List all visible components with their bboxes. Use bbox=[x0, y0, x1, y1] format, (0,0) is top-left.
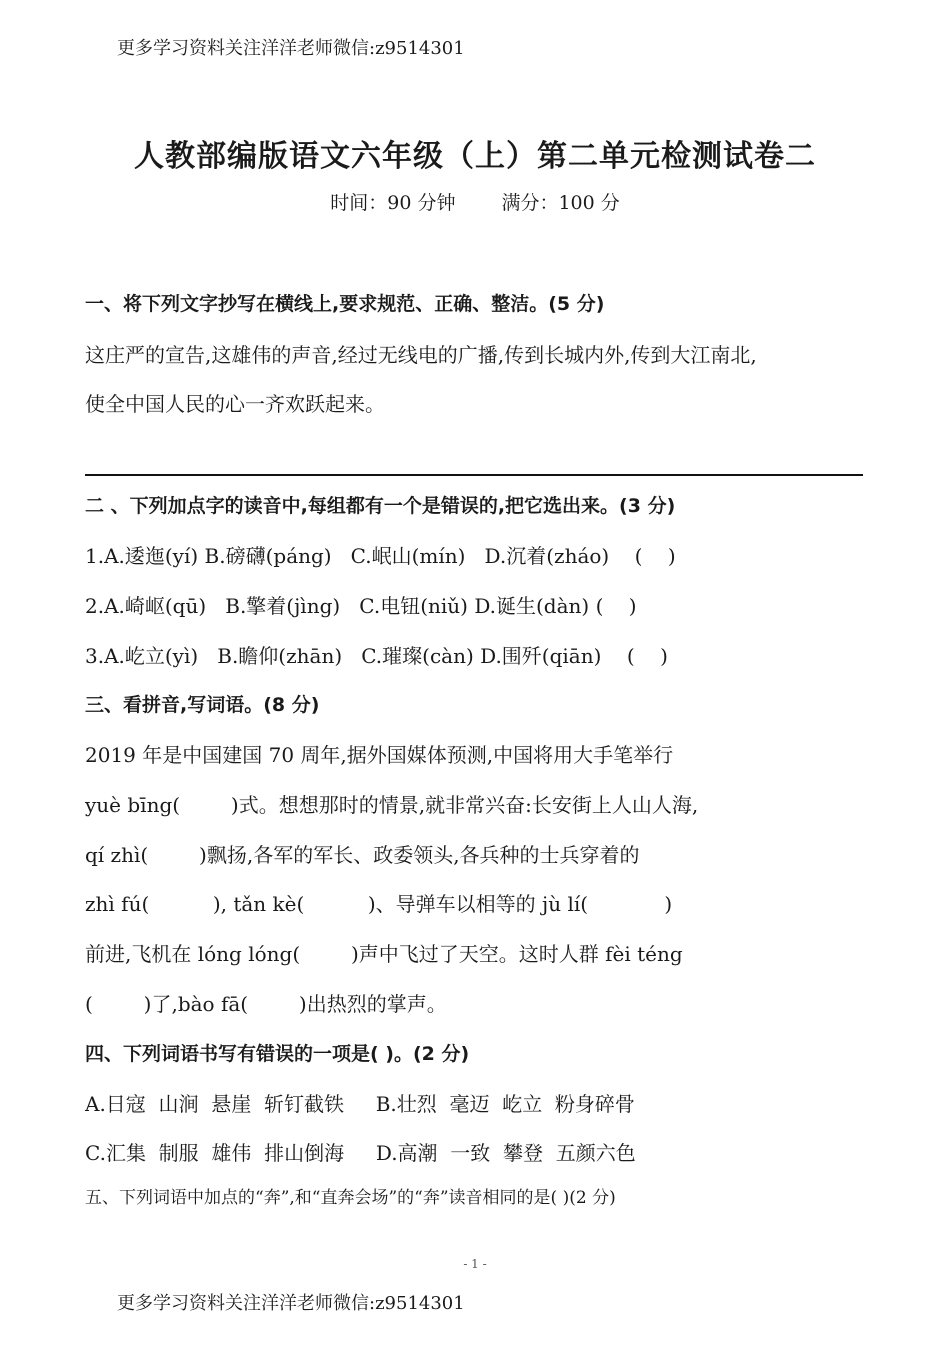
section3-line-1: 2019 年是中国建国 70 周年,据外国媒体预测,中国将用大手笔举行 bbox=[85, 743, 674, 767]
bottom-watermark-note: 更多学习资料关注洋洋老师微信:z9514301 bbox=[117, 1293, 465, 1314]
section3-line-3: qí zhì( )飘扬,各军的军长、政委领头,各兵种的士兵穿着的 bbox=[85, 843, 640, 867]
section3-line-6: ( )了,bào fā( )出热烈的掌声。 bbox=[85, 992, 447, 1016]
section4-line-2: C.汇集 制服 雄伟 排山倒海 D.高潮 一致 攀登 五颜六色 bbox=[85, 1141, 636, 1165]
section3-line-2: yuè bīng( )式。想想那时的情景,就非常兴奋:长安街上人山人海, bbox=[85, 793, 699, 817]
section1-heading: 一、将下列文字抄写在横线上,要求规范、正确、整洁。(5 分) bbox=[85, 293, 605, 315]
section2-item-3: 3.A.屹立(yì) B.瞻仰(zhān) C.璀璨(càn) D.围歼(qiān) ( ) bbox=[85, 644, 668, 668]
section1-line-2: 使全中国人民的心一齐欢跃起来。 bbox=[85, 392, 385, 416]
page-number: - 1 - bbox=[463, 1257, 487, 1271]
page-title: 人教部编版语文六年级（上）第二单元检测试卷二 bbox=[134, 139, 816, 174]
section2-item-1: 1.A.逶迤(yí) B.磅礴(páng) C.岷山(mín) D.沉着(zháo) ( ) bbox=[85, 544, 676, 568]
top-watermark-note: 更多学习资料关注洋洋老师微信:z9514301 bbox=[117, 38, 465, 59]
copy-writing-line bbox=[85, 474, 863, 476]
section4-heading: 四、下列词语书写有错误的一项是( )。(2 分) bbox=[85, 1043, 470, 1065]
exam-info bbox=[0, 188, 950, 215]
section5-question: 五、下列词语中加点的“奔”,和“直奔会场”的“奔”读音相同的是( )(2 分) bbox=[85, 1188, 616, 1208]
section3-heading: 三、看拼音,写词语。(8 分) bbox=[85, 694, 320, 716]
section1-line-1: 这庄严的宣告,这雄伟的声音,经过无线电的广播,传到长城内外,传到大江南北, bbox=[85, 343, 757, 367]
section2-item-2: 2.A.崎岖(qū) B.擎着(jìng) C.电钮(niǔ) D.诞生(dàn) ( ) bbox=[85, 594, 637, 618]
score-label: 满分：100 分 bbox=[501, 192, 620, 214]
section3-line-5: 前进,飞机在 lóng lóng( )声中飞过了天空。这时人群 fèi téng bbox=[85, 942, 683, 966]
section3-line-4: zhì fú( ), tǎn kè( )、导弹车以相等的 jù lí( ) bbox=[85, 892, 673, 916]
section4-line-1: A.日寇 山涧 悬崖 斩钉截铁 B.壮烈 毫迈 屹立 粉身碎骨 bbox=[85, 1092, 635, 1116]
section2-heading: 二 、下列加点字的读音中,每组都有一个是错误的,把它选出来。(3 分) bbox=[85, 495, 676, 517]
time-label: 时间：90 分钟 bbox=[330, 192, 456, 214]
